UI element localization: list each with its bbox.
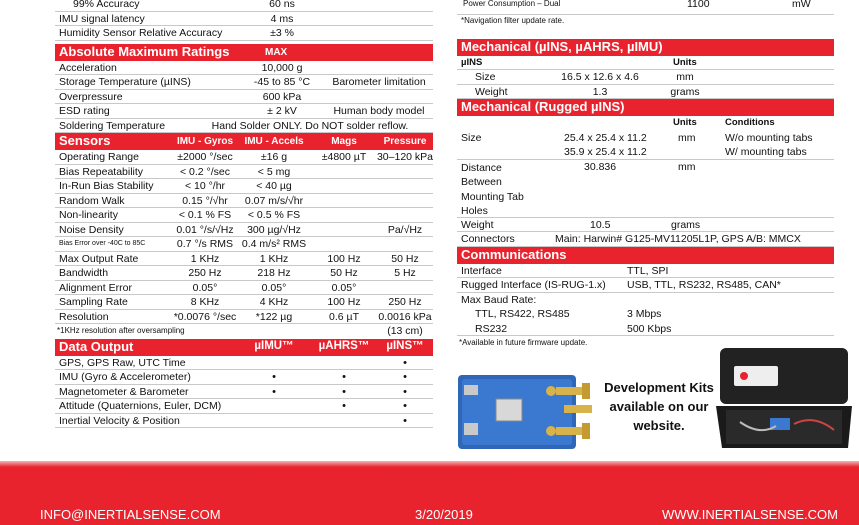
bullet-icon: • [403, 400, 407, 412]
bullet-icon: • [403, 414, 407, 427]
spec-value: 4 ms [270, 12, 294, 25]
baud-name: TTL, RS422, RS485 [475, 308, 570, 320]
sensor-label: Bias Repeatability [59, 165, 144, 178]
spec-label: Storage Temperature (µINS) [59, 76, 191, 88]
distance-unit: mm [678, 160, 696, 173]
bullet-icon: • [342, 371, 346, 383]
sensor-row [55, 150, 433, 165]
sensor-value: 100 Hz [327, 296, 361, 308]
sensor-value: 100 Hz [327, 252, 361, 265]
bullet-icon: • [272, 371, 276, 383]
spec-value: 60 ns [269, 0, 295, 10]
distance-label-line: Between [461, 176, 502, 188]
sensor-row [55, 208, 433, 223]
sensor-value: ±2000 °/sec [177, 151, 233, 163]
baud-name: RS232 [475, 322, 508, 335]
baud-header-row [457, 293, 834, 308]
sensor-label: Non-linearity [59, 209, 118, 221]
sensors-table [55, 133, 433, 339]
sensors-footnote [55, 324, 433, 339]
nav-footnote-text: *Navigation filter update rate. [461, 15, 565, 25]
sensors-header [55, 133, 433, 150]
bullet-icon: • [342, 385, 346, 398]
bullet-icon: • [272, 385, 276, 398]
data-output-row [55, 414, 433, 429]
sensors-col-header: Mags [331, 136, 357, 147]
spec-label: Soldering Temperature [59, 119, 166, 132]
sensor-value: 0.01 °/s/√Hz [176, 223, 234, 236]
sensor-label: Bias Error over -40C to 85C [59, 240, 146, 247]
rugged-size-row-1 [457, 131, 834, 146]
dev-kit-case-image [710, 344, 858, 456]
footer [0, 467, 859, 525]
bullet-icon: • [403, 385, 407, 398]
rugged-size-value: 35.9 x 25.4 x 11.2 [564, 146, 647, 158]
sensor-row [55, 252, 433, 267]
bullet-icon: • [403, 371, 407, 383]
sensor-row [55, 310, 433, 325]
mechanical-rugged-title: Mechanical (Rugged µINS) [461, 99, 625, 114]
data-output-row [55, 385, 433, 400]
spec-label: Overpressure [59, 90, 123, 103]
sensor-value: ±16 g [260, 151, 288, 163]
sensor-row [55, 194, 433, 209]
data-output-label: IMU (Gyro & Accelerometer) [59, 371, 191, 383]
right-column [457, 0, 834, 351]
communications-header [457, 247, 834, 264]
mechanical-row [457, 70, 834, 85]
bullet-icon: • [342, 400, 346, 412]
sensor-value: < 40 µg [256, 180, 292, 192]
communications-footnote-text: *Available in future firmware update. [459, 338, 588, 347]
data-output-header [55, 339, 433, 356]
power-consumption-row [457, 0, 834, 15]
data-output-label: Attitude (Quaternions, Euler, DCM) [59, 400, 222, 412]
sensor-label: Resolution [59, 310, 109, 323]
spec-note: Barometer limitation [332, 76, 426, 88]
sensor-value: 0.05° [331, 281, 357, 294]
sensor-value: 8 KHz [190, 296, 220, 308]
spec-label: IMU signal latency [59, 12, 145, 25]
rugged-interface-row [457, 278, 834, 293]
mechanical-row [457, 85, 834, 100]
sensor-value: 0.6 µT [329, 310, 359, 323]
interface-row [457, 264, 834, 279]
power-unit: mW [792, 0, 811, 10]
sensor-value: < 10 °/hr [184, 180, 226, 192]
sensors-col-header: Pressure [383, 136, 427, 147]
footer-email[interactable]: INFO@INERTIALSENSE.COM [40, 507, 221, 522]
sensors-footnote-right: (13 cm) [387, 325, 423, 337]
mechanical-subheader [457, 56, 834, 71]
mechanical-unit: grams [670, 85, 700, 98]
mechanical-label: Weight [475, 85, 508, 98]
rugged-weight-label: Weight [461, 218, 494, 231]
sensor-value: 30–120 kPa [376, 151, 434, 163]
sensor-label: Random Walk [59, 194, 125, 207]
communications-title: Communications [461, 246, 567, 262]
rugged-interface-label: Rugged Interface (IS-RUG-1.x) [461, 279, 606, 291]
rugged-column-headers [457, 116, 834, 131]
spec-value: 10,000 g [261, 61, 303, 74]
rugged-size-row-2 [457, 145, 834, 160]
connectors-label: Connectors [461, 233, 515, 245]
rugged-size-label: Size [461, 131, 482, 144]
sensor-value: 4 KHz [259, 296, 289, 308]
sensor-value: 0.15 °/√hr [182, 194, 228, 207]
interface-label: Interface [461, 264, 502, 277]
absolute-maximum-title: Absolute Maximum Ratings [59, 43, 230, 59]
data-output-label: GPS, GPS Raw, UTC Time [59, 356, 186, 369]
mechanical-rugged-header [457, 99, 834, 116]
spec-row [55, 26, 433, 41]
top-left-table [55, 0, 433, 44]
spec-label: Humidity Sensor Relative Accuracy [59, 27, 223, 39]
data-output-col-header: µAHRS™ [318, 339, 370, 352]
sensor-label: Noise Density [59, 223, 124, 236]
distance-label-line: Mounting Tab [461, 190, 524, 203]
sensor-label: Max Output Rate [59, 252, 139, 265]
sensor-label: Alignment Error [59, 281, 132, 294]
rugged-units-label: Units [673, 117, 697, 128]
power-label: Power Consumption – Dual [463, 0, 561, 8]
spec-row [55, 61, 433, 76]
sensor-value: 5 Hz [394, 267, 416, 279]
data-output-col-header: µINS™ [386, 339, 424, 352]
sensor-value: 50 Hz [391, 252, 419, 265]
rugged-weight-unit: grams [671, 218, 701, 231]
sensor-value: 0.05° [261, 281, 287, 294]
spec-value: Hand Solder ONLY. Do NOT solder reflow. [211, 119, 409, 132]
sensors-col-header: IMU - Accels [244, 136, 304, 147]
mechanical-label: Size [475, 71, 496, 83]
distance-label-line: Holes [461, 205, 488, 217]
sensor-value: 50 Hz [330, 267, 358, 279]
sensor-label: Bandwidth [59, 267, 109, 279]
rugged-weight-row [457, 218, 834, 233]
spec-label: Acceleration [59, 61, 117, 74]
bullet-icon: • [403, 356, 407, 369]
absolute-maximum-ratings-table [55, 44, 433, 134]
spec-label: 99% Accuracy [73, 0, 140, 10]
sensor-row [55, 237, 433, 252]
rugged-size-value: 25.4 x 25.4 x 11.2 [564, 131, 647, 144]
distance-value: 30.836 [584, 160, 617, 173]
sensor-value: 218 Hz [257, 267, 291, 279]
data-output-table [55, 339, 433, 429]
spec-row [55, 104, 433, 119]
spec-row [55, 90, 433, 105]
power-value: 1100 [687, 0, 710, 10]
sensor-row [55, 266, 433, 281]
connectors-value: Main: Harwin# G125-MV11205L1P, GPS A/B: MMCX [555, 233, 801, 245]
spec-row [55, 0, 433, 12]
sensor-value: ±4800 µT [321, 151, 367, 163]
sensor-value: < 0.5 % FS [247, 209, 301, 221]
rugged-connectors-row [457, 232, 834, 247]
sensor-value: 250 Hz [188, 267, 222, 279]
spec-row [55, 75, 433, 90]
sensors-footnote-text: *1KHz resolution after oversampling [57, 326, 185, 335]
absolute-maximum-col: MAX [265, 46, 288, 58]
sensors-title: Sensors [59, 133, 111, 148]
sensor-value: 1 KHz [259, 252, 289, 265]
rugged-size-condition: W/o mounting tabs [725, 131, 813, 144]
rugged-weight-value: 10.5 [590, 218, 611, 231]
sensor-label: Sampling Rate [59, 296, 128, 308]
sensor-value: 0.7 °/s RMS [176, 238, 234, 250]
spec-value: ±3 % [270, 27, 294, 39]
sensor-value: 1 KHz [190, 252, 220, 265]
spec-value: ± 2 kV [267, 105, 297, 117]
sensor-row [55, 223, 433, 238]
data-output-row [55, 356, 433, 371]
rugged-distance-row [457, 160, 834, 218]
baud-row [457, 322, 834, 337]
sensor-row [55, 179, 433, 194]
sensor-value: < 0.2 °/sec [179, 165, 231, 178]
dev-board-image [456, 367, 604, 459]
sensor-value: < 5 mg [257, 165, 291, 178]
sensor-value: 300 µg/√Hz [247, 223, 301, 236]
spec-note: Human body model [333, 105, 425, 117]
spec-value: 600 kPa [262, 90, 302, 103]
sensor-value: *122 µg [255, 310, 293, 323]
rugged-size-condition: W/ mounting tabs [725, 146, 807, 158]
baud-value: 500 Kbps [627, 322, 672, 335]
sensor-value: 0.07 m/s/√hr [244, 194, 304, 207]
data-output-row [55, 399, 433, 414]
sensor-value: *0.0076 °/sec [173, 310, 237, 323]
data-output-row [55, 370, 433, 385]
mechanical-header [457, 39, 834, 56]
mechanical-sub-label: µINS [461, 56, 483, 68]
sensor-value: < 0.1 % FS [178, 209, 232, 221]
data-output-label: Magnetometer & Barometer [59, 385, 189, 398]
interface-value: TTL, SPI [627, 264, 669, 277]
spec-value: -45 to 85 °C [253, 76, 311, 88]
data-output-title: Data Output [59, 338, 134, 354]
rugged-interface-value: USB, TTL, RS232, RS485, CAN* [627, 279, 781, 291]
sensor-row [55, 295, 433, 310]
footer-date: 3/20/2019 [415, 507, 473, 522]
sensor-value: 0.4 m/s² RMS [241, 238, 307, 250]
distance-label-line: Distance [461, 161, 502, 174]
sensors-col-header: IMU - Gyros [176, 136, 234, 147]
data-output-col-header: µIMU™ [254, 339, 294, 352]
baud-row [457, 307, 834, 322]
mechanical-units-label: Units [673, 56, 697, 68]
spec-row [55, 12, 433, 27]
footer-website[interactable]: WWW.INERTIALSENSE.COM [662, 507, 838, 522]
mechanical-value: 16.5 x 12.6 x 4.6 [561, 71, 639, 83]
rugged-conditions-label: Conditions [725, 117, 775, 128]
mechanical-value: 1.3 [592, 85, 608, 98]
sensor-value: 0.0016 kPa [378, 310, 432, 323]
mechanical-unit: mm [676, 71, 694, 83]
absolute-maximum-header [55, 44, 433, 61]
mechanical-title: Mechanical (µINS, µAHRS, µIMU) [461, 38, 663, 54]
nav-footnote [457, 15, 834, 27]
spec-row [55, 119, 433, 134]
sensor-value: 0.05° [192, 281, 218, 294]
sensor-value: Pa/√Hz [387, 223, 423, 236]
sensor-label: In-Run Bias Stability [59, 180, 154, 192]
baud-value: 3 Mbps [627, 308, 662, 320]
baud-label: Max Baud Rate: [461, 293, 537, 306]
data-output-label: Inertial Velocity & Position [59, 414, 180, 427]
rugged-size-unit: mm [678, 131, 696, 144]
sensor-label: Operating Range [59, 151, 139, 163]
spec-label: ESD rating [59, 105, 110, 117]
sensor-value: 250 Hz [388, 296, 422, 308]
left-column [55, 0, 433, 428]
dev-kits-text: Development Kits available on our website. [604, 380, 714, 433]
sensor-row [55, 281, 433, 296]
sensor-row [55, 165, 433, 180]
